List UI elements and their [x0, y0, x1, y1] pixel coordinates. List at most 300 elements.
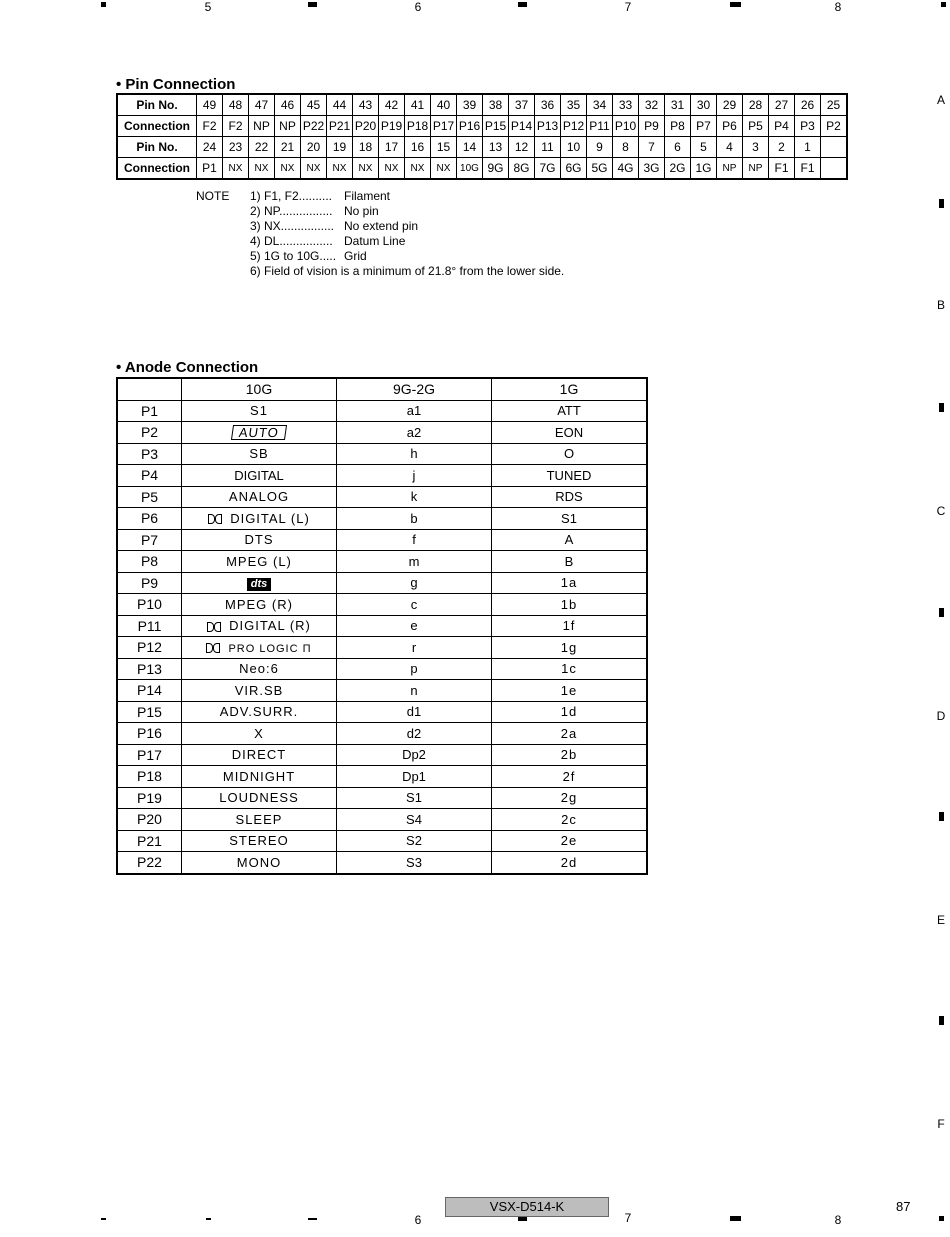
anode-10g-label: MONO [236, 854, 282, 870]
connection-cell: NX [223, 158, 249, 180]
pin-number-cell: 30 [691, 94, 717, 116]
anode-header-9g-2g: 9G-2G [337, 378, 492, 400]
anode-row [117, 701, 647, 723]
frame-col-8: 8 [834, 0, 842, 14]
anode-pin-cell: P21 [117, 830, 182, 852]
pin-number-cell: 44 [327, 94, 353, 116]
pin-number-cell: 41 [405, 94, 431, 116]
anode-row [117, 529, 647, 551]
anode-row [117, 787, 647, 809]
frame-row-b: B [936, 298, 945, 312]
anode-10g-cell [182, 852, 337, 874]
pin-number-cell: 10 [561, 137, 587, 158]
pin-number-cell: 45 [301, 94, 327, 116]
anode-10g-cell [182, 572, 337, 594]
pin-number-cell: 24 [197, 137, 223, 158]
anode-9g-2g-cell: a2 [337, 422, 492, 444]
note-value: Grid [344, 249, 367, 263]
connection-cell: NX [301, 158, 327, 180]
anode-pin-cell: P7 [117, 529, 182, 551]
connection-cell: P22 [301, 116, 327, 137]
anode-row [117, 594, 647, 616]
pin-number-cell: 7 [639, 137, 665, 158]
connection-cell: NX [275, 158, 301, 180]
anode-pin-cell: P16 [117, 723, 182, 745]
pin-number-cell: 18 [353, 137, 379, 158]
pin-number-cell: 17 [379, 137, 405, 158]
connection-row-bottom [117, 158, 847, 180]
anode-10g-cell [182, 443, 337, 465]
pin-number-cell: 28 [743, 94, 769, 116]
connection-cell: 9G [483, 158, 509, 180]
pin-number-cell: 4 [717, 137, 743, 158]
anode-9g-2g-cell: j [337, 465, 492, 487]
anode-row [117, 744, 647, 766]
note-key: 3) NX................ [250, 219, 335, 233]
pin-no-label: Pin No. [117, 137, 197, 158]
note-item [250, 204, 650, 219]
anode-10g-label: SB [249, 446, 269, 462]
anode-9g-2g-cell: S3 [337, 852, 492, 874]
anode-row [117, 658, 647, 680]
pin-number-cell: 48 [223, 94, 249, 116]
pin-row-top [117, 94, 847, 116]
anode-pin-cell: P2 [117, 422, 182, 444]
anode-1g-cell: 2a [492, 723, 648, 745]
anode-1g-cell: 1a [492, 572, 648, 594]
anode-pin-cell: P17 [117, 744, 182, 766]
connection-cell: 3G [639, 158, 665, 180]
anode-row [117, 680, 647, 702]
pin-number-cell: 33 [613, 94, 639, 116]
pin-number-cell: 26 [795, 94, 821, 116]
anode-1g-cell: 1f [492, 615, 648, 637]
anode-9g-2g-cell: Dp2 [337, 744, 492, 766]
anode-1g-cell: 1c [492, 658, 648, 680]
pin-number-cell: 31 [665, 94, 691, 116]
anode-10g-cell [182, 465, 337, 487]
connection-cell: 5G [587, 158, 613, 180]
anode-1g-cell: TUNED [492, 465, 648, 487]
pin-number-cell: 32 [639, 94, 665, 116]
anode-10g-cell [182, 680, 337, 702]
connection-label: Connection [117, 158, 197, 180]
anode-header-row [117, 378, 647, 400]
anode-pin-cell: P20 [117, 809, 182, 831]
anode-1g-cell: 2e [492, 830, 648, 852]
anode-10g-cell [182, 658, 337, 680]
anode-10g-cell [182, 787, 337, 809]
anode-10g-label: DTS [244, 532, 274, 548]
anode-10g-label: DIGITAL (R) [229, 618, 311, 634]
anode-9g-2g-cell: h [337, 443, 492, 465]
pin-number-cell: 25 [821, 94, 848, 116]
frame-mark [939, 608, 944, 617]
anode-10g-cell [182, 551, 337, 573]
pin-number-cell: 16 [405, 137, 431, 158]
pin-number-cell: 22 [249, 137, 275, 158]
anode-10g-cell [182, 615, 337, 637]
anode-1g-cell: 2g [492, 787, 648, 809]
anode-10g-label: STEREO [229, 833, 289, 849]
pin-number-cell: 27 [769, 94, 795, 116]
anode-10g-cell [182, 744, 337, 766]
connection-cell: P8 [665, 116, 691, 137]
dts-logo-icon: dts [247, 578, 272, 591]
anode-10g-cell [182, 637, 337, 659]
frame-mark [206, 1218, 211, 1220]
connection-cell: 10G [457, 158, 483, 180]
anode-10g-label: DIGITAL [234, 467, 284, 483]
frame-mark [939, 1216, 944, 1221]
anode-10g-cell [182, 830, 337, 852]
note-key: 4) DL................ [250, 234, 333, 248]
anode-9g-2g-cell: n [337, 680, 492, 702]
connection-cell: P6 [717, 116, 743, 137]
connection-cell: NX [405, 158, 431, 180]
connection-cell: F2 [223, 116, 249, 137]
anode-10g-label: ADV.SURR. [219, 704, 299, 720]
pin-number-cell: 1 [795, 137, 821, 158]
pin-number-cell: 38 [483, 94, 509, 116]
anode-row [117, 723, 647, 745]
pin-number-cell: 37 [509, 94, 535, 116]
pin-number-cell: 12 [509, 137, 535, 158]
anode-1g-cell: 2f [492, 766, 648, 788]
anode-header-1g: 1G [492, 378, 648, 400]
anode-1g-cell: 1e [492, 680, 648, 702]
anode-9g-2g-cell: S2 [337, 830, 492, 852]
anode-10g-cell [182, 529, 337, 551]
pin-number-cell [821, 137, 848, 158]
anode-pin-cell: P10 [117, 594, 182, 616]
note-key: 6) Field of vision is a minimum of 21.8° from the lower side. [250, 264, 565, 278]
anode-1g-cell: 1d [492, 701, 648, 723]
anode-pin-cell: P15 [117, 701, 182, 723]
anode-9g-2g-cell: a1 [337, 400, 492, 422]
anode-row [117, 572, 647, 594]
anode-1g-cell: S1 [492, 508, 648, 530]
pin-number-cell: 21 [275, 137, 301, 158]
pin-number-cell: 8 [613, 137, 639, 158]
pin-number-cell: 47 [249, 94, 275, 116]
pin-number-cell: 29 [717, 94, 743, 116]
connection-cell: P9 [639, 116, 665, 137]
pin-number-cell: 49 [197, 94, 223, 116]
dolby-logo-icon [207, 622, 221, 632]
anode-pin-cell: P14 [117, 680, 182, 702]
connection-cell: P19 [379, 116, 405, 137]
anode-row [117, 766, 647, 788]
frame-col-7-bottom: 7 [624, 1211, 632, 1225]
anode-pin-cell: P5 [117, 486, 182, 508]
connection-cell: NX [431, 158, 457, 180]
frame-mark [308, 2, 317, 7]
anode-10g-label: VIR.SB [234, 682, 284, 698]
note-value: Filament [344, 189, 391, 203]
anode-row [117, 551, 647, 573]
connection-cell: P18 [405, 116, 431, 137]
connection-cell: 6G [561, 158, 587, 180]
anode-pin-cell: P8 [117, 551, 182, 573]
frame-col-8-bottom: 8 [834, 1213, 842, 1227]
anode-row [117, 508, 647, 530]
frame-row-e: E [936, 913, 945, 927]
connection-cell: 8G [509, 158, 535, 180]
frame-row-c: C [936, 504, 946, 518]
anode-row [117, 400, 647, 422]
pin-number-cell: 35 [561, 94, 587, 116]
connection-cell: P12 [561, 116, 587, 137]
anode-pin-cell: P9 [117, 572, 182, 594]
frame-mark [939, 812, 944, 821]
pin-number-cell: 46 [275, 94, 301, 116]
connection-cell: P4 [769, 116, 795, 137]
anode-10g-label: DIRECT [231, 747, 287, 763]
anode-10g-label: X [254, 725, 264, 741]
anode-10g-label: MPEG (L) [226, 553, 292, 569]
anode-1g-cell: 1b [492, 594, 648, 616]
anode-1g-cell: B [492, 551, 648, 573]
anode-10g-cell [182, 486, 337, 508]
anode-header-blank [117, 378, 182, 400]
connection-cell: F2 [197, 116, 223, 137]
frame-mark [101, 2, 106, 7]
anode-pin-cell: P4 [117, 465, 182, 487]
anode-row [117, 465, 647, 487]
note-item [250, 264, 650, 279]
anode-pin-cell: P6 [117, 508, 182, 530]
frame-row-f: F [937, 1117, 945, 1131]
connection-cell: NP [249, 116, 275, 137]
anode-9g-2g-cell: m [337, 551, 492, 573]
anode-connection-title: • Anode Connection [116, 359, 259, 376]
anode-row [117, 637, 647, 659]
connection-cell: P17 [431, 116, 457, 137]
frame-row-a: A [936, 93, 945, 107]
anode-10g-cell [182, 400, 337, 422]
pin-number-cell: 14 [457, 137, 483, 158]
anode-header-10g: 10G [182, 378, 337, 400]
pin-number-cell: 2 [769, 137, 795, 158]
anode-1g-cell: 1g [492, 637, 648, 659]
dolby-logo-icon [208, 514, 222, 524]
connection-cell: P2 [821, 116, 848, 137]
pin-number-cell: 23 [223, 137, 249, 158]
note-item [250, 189, 650, 204]
anode-pin-cell: P1 [117, 400, 182, 422]
pin-number-cell: 6 [665, 137, 691, 158]
notes-list [250, 189, 650, 279]
note-value: No extend pin [344, 219, 419, 233]
connection-cell: NX [327, 158, 353, 180]
page-number: 87 [896, 1199, 911, 1214]
connection-cell: P13 [535, 116, 561, 137]
anode-pin-cell: P22 [117, 852, 182, 874]
connection-cell [821, 158, 848, 180]
anode-10g-label: DIGITAL (L) [230, 510, 310, 526]
connection-row-top [117, 116, 847, 137]
frame-col-6-bottom: 6 [414, 1213, 422, 1227]
pin-number-cell: 15 [431, 137, 457, 158]
anode-10g-label: PRO LOGIC Π [228, 642, 312, 655]
note-item [250, 249, 650, 264]
connection-cell: NP [743, 158, 769, 180]
anode-pin-cell: P11 [117, 615, 182, 637]
anode-connection-table [116, 377, 648, 875]
frame-row-d: D [936, 709, 946, 723]
frame-mark [939, 403, 944, 412]
anode-10g-label: MPEG (R) [225, 596, 293, 612]
connection-cell: P11 [587, 116, 613, 137]
note-item [250, 234, 650, 249]
anode-1g-cell: A [492, 529, 648, 551]
note-value: Datum Line [344, 234, 406, 248]
anode-9g-2g-cell: e [337, 615, 492, 637]
model-label: VSX-D514-K [445, 1197, 609, 1217]
anode-1g-cell: RDS [492, 486, 648, 508]
anode-10g-cell [182, 809, 337, 831]
connection-cell: F1 [795, 158, 821, 180]
note-key: 5) 1G to 10G..... [250, 249, 337, 263]
pin-connection-table [116, 93, 848, 180]
anode-9g-2g-cell: p [337, 658, 492, 680]
pin-connection-title: • Pin Connection [116, 76, 236, 93]
anode-10g-label: LOUDNESS [219, 790, 299, 806]
connection-cell: 7G [535, 158, 561, 180]
anode-row [117, 852, 647, 874]
anode-10g-cell [182, 723, 337, 745]
note-item [250, 219, 650, 234]
pin-number-cell: 9 [587, 137, 613, 158]
connection-cell: 1G [691, 158, 717, 180]
anode-1g-cell: ATT [492, 400, 648, 422]
pin-number-cell: 34 [587, 94, 613, 116]
frame-col-7: 7 [624, 0, 632, 14]
frame-mark [939, 1016, 944, 1025]
pin-row-bottom [117, 137, 847, 158]
anode-9g-2g-cell: S4 [337, 809, 492, 831]
anode-pin-cell: P3 [117, 443, 182, 465]
frame-mark [730, 1216, 741, 1221]
connection-cell: NX [249, 158, 275, 180]
anode-9g-2g-cell: f [337, 529, 492, 551]
anode-9g-2g-cell: S1 [337, 787, 492, 809]
pin-number-cell: 19 [327, 137, 353, 158]
frame-mark [939, 199, 944, 208]
anode-9g-2g-cell: c [337, 594, 492, 616]
anode-pin-cell: P19 [117, 787, 182, 809]
pin-number-cell: 36 [535, 94, 561, 116]
notes-label: NOTE [196, 189, 230, 203]
pin-number-cell: 20 [301, 137, 327, 158]
anode-10g-label: MIDNIGHT [222, 768, 296, 784]
pin-number-cell: 13 [483, 137, 509, 158]
connection-cell: P7 [691, 116, 717, 137]
anode-row [117, 809, 647, 831]
anode-10g-label: AUTO [231, 425, 287, 440]
anode-10g-label: Neo:6 [239, 661, 279, 677]
frame-mark [308, 1218, 317, 1220]
connection-cell: 4G [613, 158, 639, 180]
connection-cell: NP [717, 158, 743, 180]
connection-cell: P15 [483, 116, 509, 137]
connection-cell: P10 [613, 116, 639, 137]
connection-cell: P20 [353, 116, 379, 137]
note-value: No pin [344, 204, 379, 218]
anode-9g-2g-cell: Dp1 [337, 766, 492, 788]
frame-col-5: 5 [204, 0, 212, 14]
anode-10g-label: SLEEP [235, 811, 283, 827]
anode-row [117, 486, 647, 508]
anode-9g-2g-cell: d1 [337, 701, 492, 723]
anode-1g-cell: O [492, 443, 648, 465]
connection-cell: P21 [327, 116, 353, 137]
anode-row [117, 422, 647, 444]
connection-cell: NX [379, 158, 405, 180]
anode-row [117, 615, 647, 637]
anode-10g-label: S1 [250, 403, 268, 419]
anode-10g-cell [182, 594, 337, 616]
anode-10g-cell [182, 701, 337, 723]
frame-mark [518, 2, 527, 7]
note-key: 1) F1, F2.......... [250, 189, 333, 203]
anode-row [117, 443, 647, 465]
connection-cell: 2G [665, 158, 691, 180]
connection-cell: F1 [769, 158, 795, 180]
anode-10g-cell [182, 766, 337, 788]
anode-row [117, 830, 647, 852]
anode-pin-cell: P13 [117, 658, 182, 680]
anode-1g-cell: 2c [492, 809, 648, 831]
connection-cell: P1 [197, 158, 223, 180]
connection-label: Connection [117, 116, 197, 137]
frame-col-6: 6 [414, 0, 422, 14]
dolby-logo-icon [206, 643, 220, 653]
connection-cell: NP [275, 116, 301, 137]
anode-1g-cell: 2b [492, 744, 648, 766]
anode-9g-2g-cell: k [337, 486, 492, 508]
pin-number-cell: 5 [691, 137, 717, 158]
connection-cell: P3 [795, 116, 821, 137]
anode-9g-2g-cell: d2 [337, 723, 492, 745]
anode-9g-2g-cell: b [337, 508, 492, 530]
connection-cell: NX [353, 158, 379, 180]
connection-cell: P14 [509, 116, 535, 137]
connection-cell: P5 [743, 116, 769, 137]
frame-mark [941, 2, 946, 7]
pin-number-cell: 42 [379, 94, 405, 116]
anode-pin-cell: P12 [117, 637, 182, 659]
pin-no-label: Pin No. [117, 94, 197, 116]
frame-mark [101, 1218, 106, 1220]
anode-9g-2g-cell: g [337, 572, 492, 594]
anode-1g-cell: EON [492, 422, 648, 444]
anode-10g-label: ANALOG [228, 489, 290, 505]
pin-number-cell: 40 [431, 94, 457, 116]
frame-mark [730, 2, 741, 7]
anode-10g-cell [182, 508, 337, 530]
note-key: 2) NP................ [250, 204, 333, 218]
pin-number-cell: 3 [743, 137, 769, 158]
pin-number-cell: 43 [353, 94, 379, 116]
anode-pin-cell: P18 [117, 766, 182, 788]
pin-number-cell: 11 [535, 137, 561, 158]
connection-cell: P16 [457, 116, 483, 137]
anode-1g-cell: 2d [492, 852, 648, 874]
anode-10g-cell [182, 422, 337, 444]
pin-number-cell: 39 [457, 94, 483, 116]
